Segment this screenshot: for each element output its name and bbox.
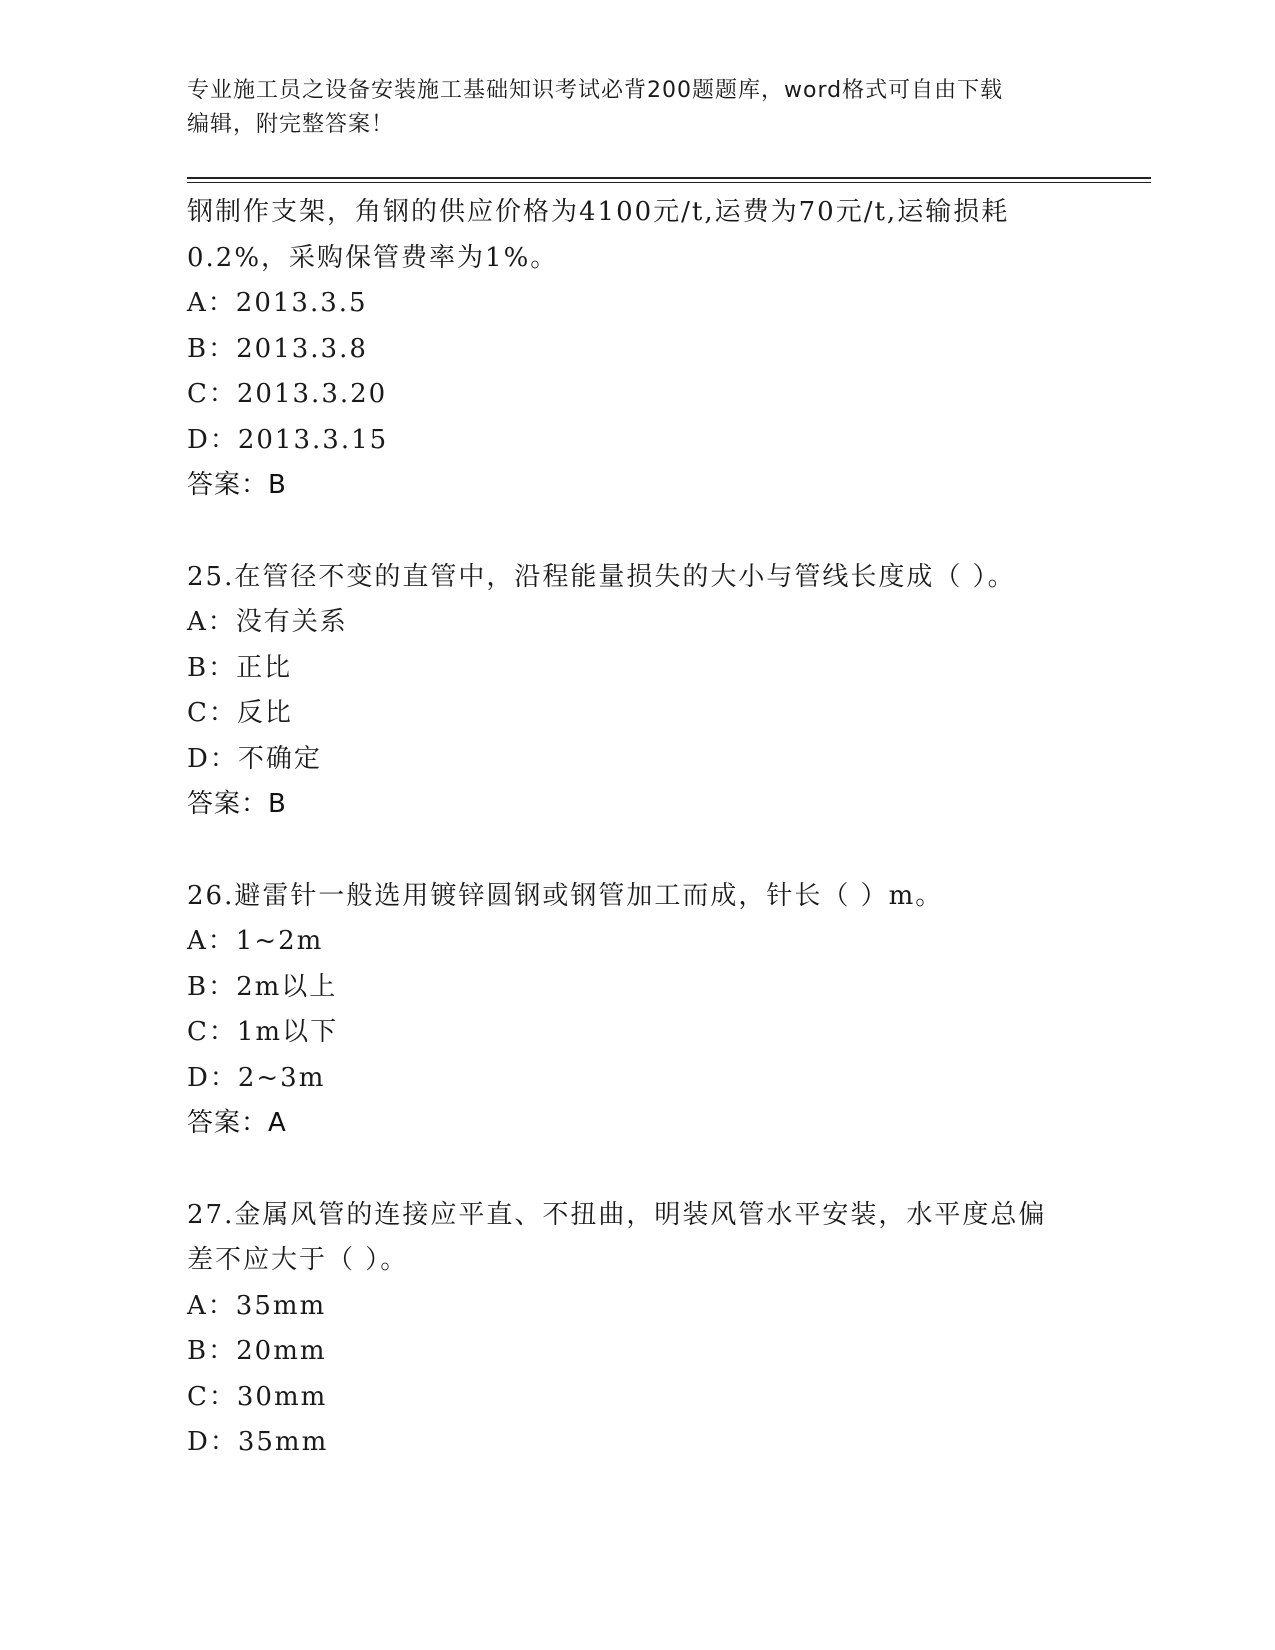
spacer [187, 828, 1087, 874]
header-divider-thick-line [187, 177, 1151, 179]
header-divider [187, 177, 1151, 183]
option-d: D：35mm [187, 1427, 329, 1457]
question-text-line: 差不应大于（ ）。 [187, 1245, 409, 1275]
option-d: D：2013.3.15 [187, 424, 389, 455]
answer-line: 答案：B [187, 789, 287, 819]
question-block-continued [187, 190, 1087, 509]
option-b: B：正比 [187, 652, 293, 683]
question-block-27 [187, 1193, 1087, 1466]
option-c: C：30mm [187, 1381, 328, 1412]
option-c: C：1m以下 [187, 1017, 339, 1047]
question-text-line: 钢制作支架，角钢的供应价格为4100元/t,运费为70元/t,运输损耗 [187, 197, 1010, 227]
header-title-line-2: 编辑，附完整答案！ [187, 112, 395, 137]
option-b: B：2013.3.8 [187, 333, 368, 364]
question-text-line: 26.避雷针一般选用镀锌圆钢或钢管加工而成，针长（ ）m。 [187, 880, 944, 911]
question-block-25 [187, 555, 1087, 828]
header-title-line-1: 专业施工员之设备安装施工基础知识考试必背200题题库，word格式可自由下载 [187, 78, 1004, 103]
option-c: C：2013.3.20 [187, 379, 388, 409]
document-body [187, 190, 1087, 1466]
option-a: A：35mm [187, 1290, 327, 1321]
option-a: A：没有关系 [187, 607, 348, 637]
answer-line: 答案：A [187, 1108, 287, 1138]
option-d: D：2~3m [187, 1062, 326, 1093]
question-text-line: 0.2%，采购保管费率为1%。 [187, 242, 559, 273]
spacer [187, 509, 1087, 555]
option-b: B：2m以上 [187, 971, 338, 1002]
option-b: B：20mm [187, 1336, 327, 1366]
header-divider-thin-line [187, 182, 1151, 183]
question-text-line: 27.金属风管的连接应平直、不扭曲，明装风管水平安装，水平度总偏 [187, 1199, 1047, 1230]
question-text-line: 25.在管径不变的直管中，沿程能量损失的大小与管线长度成（ ）。 [187, 561, 1016, 592]
answer-line: 答案：B [187, 470, 287, 500]
option-a: A：2013.3.5 [187, 288, 368, 318]
document-header [187, 74, 1087, 142]
option-c: C：反比 [187, 698, 293, 728]
spacer [187, 1147, 1087, 1193]
option-d: D：不确定 [187, 743, 322, 774]
option-a: A：1~2m [187, 926, 324, 956]
question-block-26 [187, 874, 1087, 1147]
